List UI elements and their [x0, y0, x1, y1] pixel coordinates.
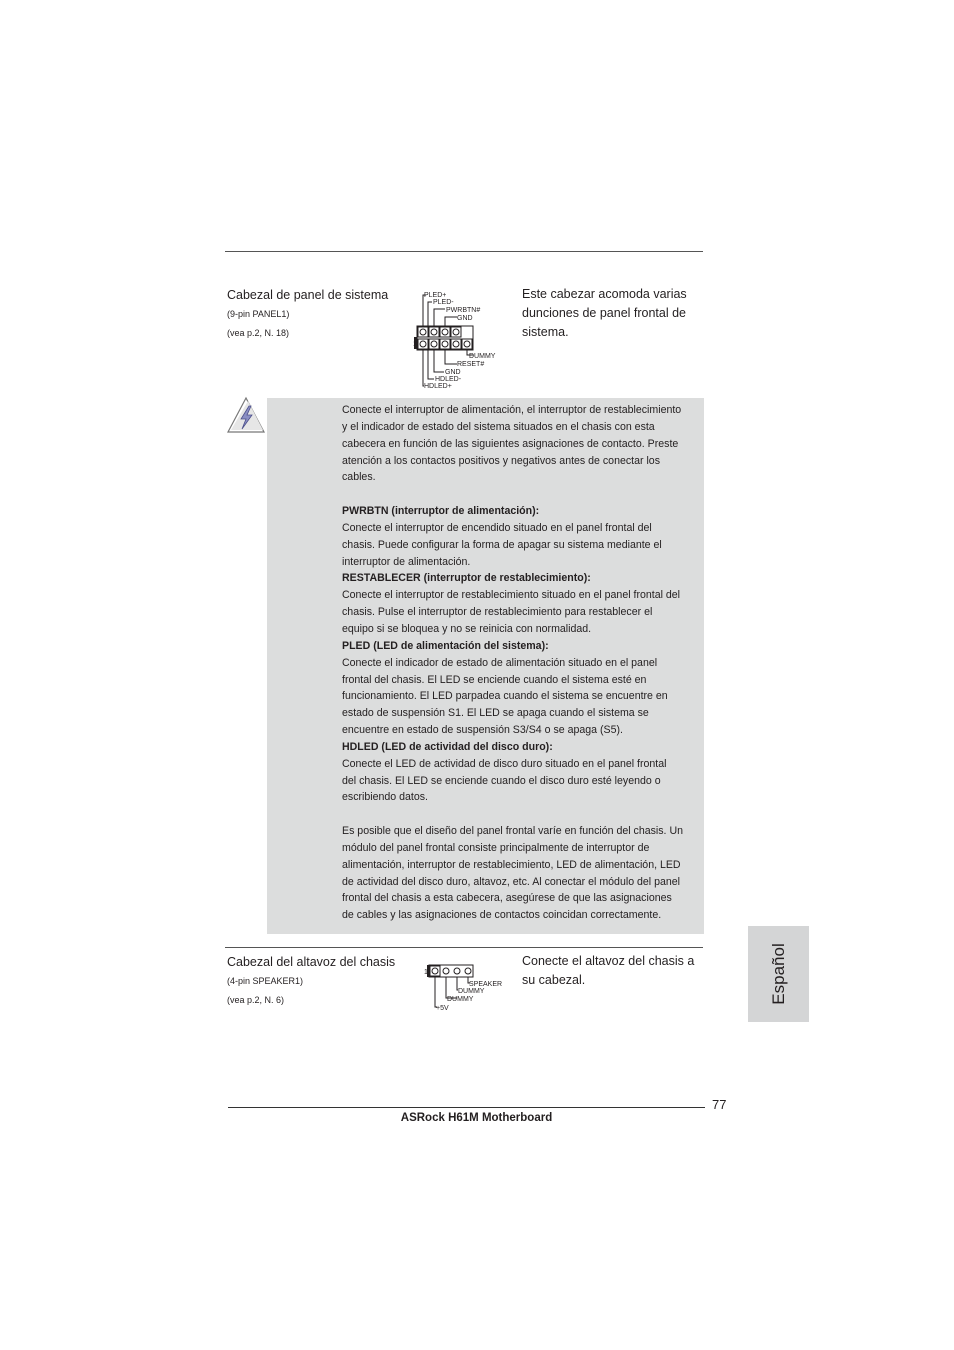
pin-label-hdled-minus: HDLED-	[435, 376, 462, 383]
note-line: frontal del chasis. El LED se enciende cuando el sistema esté en	[342, 673, 647, 686]
panel-pin1-marker: 1	[413, 341, 417, 348]
footer-product: ASRock H61M Motherboard	[400, 1112, 553, 1124]
note-line: escribiendo datos.	[342, 791, 428, 804]
note-line: interruptor de alimentación.	[342, 555, 471, 568]
pin-label-plus5v: +5V	[436, 1005, 449, 1012]
speaker-desc-line: su cabezal.	[522, 973, 586, 987]
pin-label-pwrbtn: PWRBTN#	[446, 307, 481, 314]
note-text	[342, 402, 704, 924]
pin-label-speaker-dummy: DUMMY	[458, 988, 485, 995]
language-label: Español	[768, 943, 788, 1005]
panel-header-pin: (9-pin PANEL1)	[227, 309, 290, 319]
note-line: encuentre en estado de suspensión S3/S4 o se apaga (S5).	[342, 724, 623, 737]
note-line: estado de suspensión S1. El LED se apaga cuando el sistema se	[342, 707, 649, 720]
speaker-header-diagram	[423, 962, 503, 1014]
top-divider	[225, 251, 703, 252]
pin-label-speaker: SPEAKER	[469, 981, 503, 988]
pin-label-pled-plus: PLED+	[424, 292, 447, 299]
note-line: y el indicador de estado del sistema situados en el chasis con esta	[342, 420, 655, 433]
mid-divider	[225, 947, 703, 948]
pin-label-speaker-dummy2: DUMMY	[447, 996, 474, 1003]
speaker-header-description	[522, 952, 707, 990]
panel-header-ref: (vea p.2, N. 18)	[227, 328, 290, 338]
note-line: cabecera en función de las siguientes asignaciones de contacto. Preste	[342, 437, 679, 450]
speaker-pin1-marker: 1	[424, 969, 428, 976]
pin-label-hdled-plus: HDLED+	[424, 383, 452, 390]
panel-desc-line: dunciones de panel frontal de	[522, 306, 687, 320]
pin-label-reset: RESET#	[457, 361, 485, 368]
note-line: de cables y las asignaciones de contactos coincidan correctamente.	[342, 909, 662, 922]
note-line: Conecte el interruptor de alimentación, el interruptor de restablecimiento	[342, 404, 682, 416]
panel-header-diagram	[410, 288, 500, 390]
note-line: Conecte el interruptor de encendido situado en el panel frontal del	[342, 521, 652, 534]
note-line: alimentación, interruptor de restablecimiento, LED de alimentación, LED	[342, 858, 681, 871]
note-line: frontal del chasis a esta cabecera, asegúrese de que las asignaciones	[342, 892, 672, 905]
panel-desc-line: Este cabezar acomoda varias	[522, 287, 687, 301]
speaker-header-ref: (vea p.2, N. 6)	[227, 995, 285, 1005]
speaker-desc-line: Conecte el altavoz del chasis a	[522, 954, 695, 968]
note-line: cables.	[342, 471, 376, 484]
note-line: Conecte el interruptor de restablecimiento situado en el panel frontal del	[342, 589, 681, 602]
language-tab	[748, 926, 809, 1022]
speaker-header-title: Cabezal del altavoz del chasis	[227, 955, 396, 969]
note-line: Conecte el LED de actividad de disco duro situado en el panel frontal	[342, 757, 667, 770]
note-line: Conecte el indicador de estado de alimentación situado en el panel	[342, 656, 658, 669]
pwrbtn-heading: PWRBTN (interruptor de alimentación):	[342, 505, 540, 518]
panel-header-description	[522, 285, 707, 342]
pin-label-dummy: DUMMY	[469, 353, 496, 360]
note-line: chasis. Puede configurar la forma de apagar su sistema mediante el	[342, 538, 662, 551]
note-line: del chasis. El LED se enciende cuando el disco duro esté leyendo o	[342, 774, 661, 787]
panel-desc-line: sistema.	[522, 325, 569, 339]
pin-label-gnd-top: GND	[457, 315, 473, 322]
note-line: funcionamiento. El LED parpadea cuando el sistema se encuentre en	[342, 690, 668, 703]
note-line: Es posible que el diseño del panel frontal varíe en función del chasis. Un	[342, 825, 683, 838]
note-line: chasis. Pulse el interruptor de restablecimiento para restablecer el	[342, 606, 653, 619]
panel-header-title: Cabezal de panel de sistema	[227, 288, 389, 302]
page-number: 77	[712, 1097, 727, 1112]
pin-label-pled-minus: PLED-	[433, 299, 454, 306]
pled-heading: PLED (LED de alimentación del sistema):	[342, 639, 549, 652]
pin-label-gnd-bottom: GND	[445, 369, 461, 376]
note-line: atención a los contactos positivos y negativos antes de conectar los	[342, 454, 660, 467]
footer-divider	[228, 1107, 705, 1108]
note-line: de actividad del disco duro, altavoz, etc. Al conectar el módulo del panel	[342, 875, 681, 888]
hdled-heading: HDLED (LED de actividad del disco duro):	[342, 740, 553, 753]
note-line: módulo del panel frontal consiste principalmente de interruptor de	[342, 841, 650, 854]
warning-icon	[226, 395, 266, 435]
speaker-header-pin: (4-pin SPEAKER1)	[227, 976, 304, 986]
reset-heading: RESTABLECER (interruptor de restablecimiento):	[342, 572, 591, 585]
note-line: equipo si se bloquea y no se reinicia con normalidad.	[342, 622, 592, 635]
